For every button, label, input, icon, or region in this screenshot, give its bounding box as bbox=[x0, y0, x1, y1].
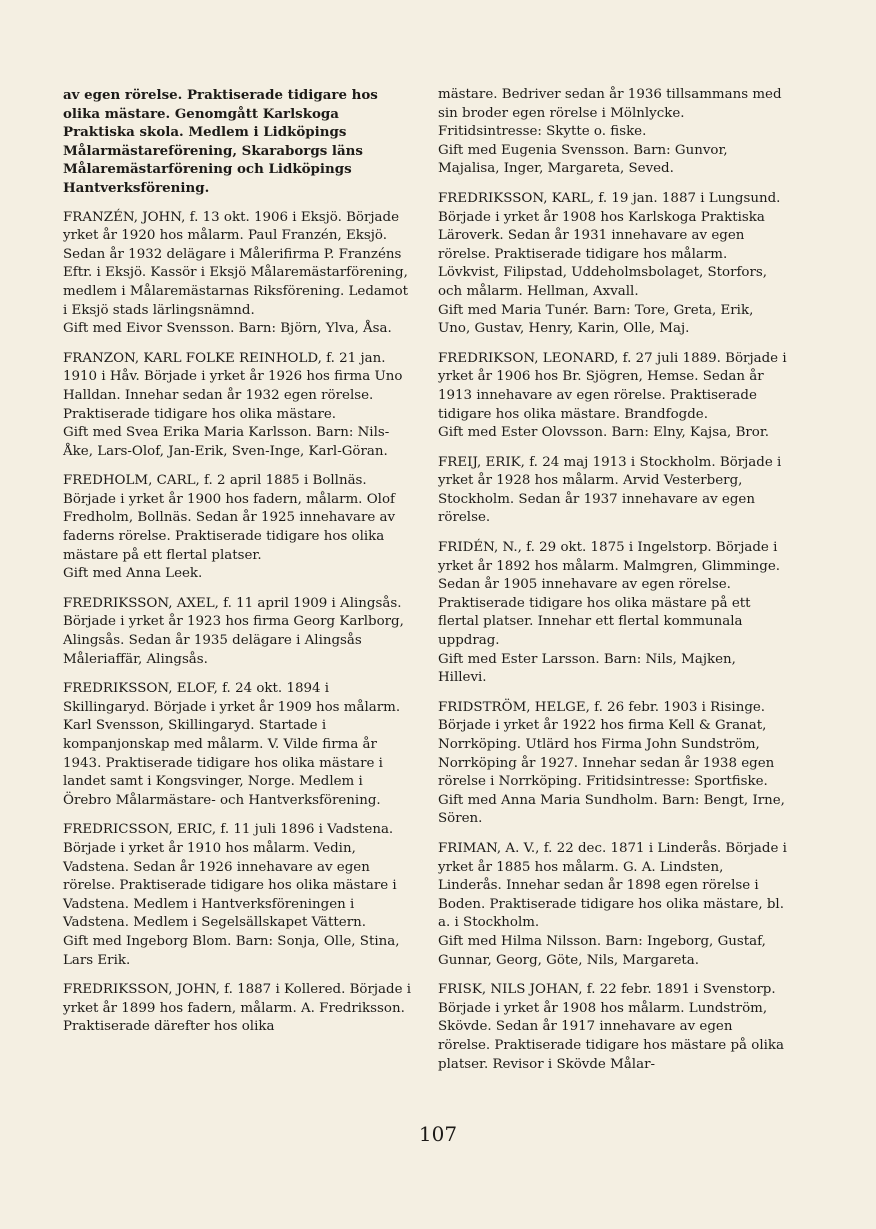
entry bbox=[438, 86, 788, 179]
entry-family: Gift med Ester Olovsson. Barn: Elny, Kajsa, Bror. bbox=[438, 425, 770, 441]
entry-text: FREDRICSSON, ERIC, f. 11 juli 1896 i Vadstena. Började i yrket år 1910 hos målarm. Vedin, Vadstena. Sedan år 1926 innehavare av egen rörelse. Praktiserade tidigare hos olika mästare i Vadstena. Medlem i Hantverksföreningen i Vadstena. Medlem i Segelsällskapet Vättern. bbox=[63, 822, 397, 931]
entry-family: Gift med Anna Leek. bbox=[63, 566, 203, 582]
entry-text: FRANZON, KARL FOLKE REINHOLD, f. 21 jan. 1910 i Håv. Började i yrket år 1926 hos firma Uno Halldan. Innehar sedan år 1932 egen rörelse. Praktiserade tidigare hos olika mästare. bbox=[63, 350, 403, 422]
entry bbox=[63, 821, 413, 970]
entry-family: Gift med Anna Maria Sundholm. Barn: Bengt, Irne, Sören. bbox=[438, 792, 785, 827]
entry-text: FREDRIKSSON, KARL, f. 19 jan. 1887 i Lungsund. Började i yrket år 1908 hos Karlskoga Praktiska Läroverk. Sedan år 1931 innehavare av egen rörelse. Praktiserade tidigare hos målarm. Lövkvist, Filipstad, Uddeholmsbolaget, Storfors, och målarm. Hellman, Axvall. bbox=[438, 190, 781, 299]
entry bbox=[63, 472, 413, 584]
entry-family: Gift med Eivor Svensson. Barn: Björn, Ylva, Åsa. bbox=[63, 321, 392, 337]
entry bbox=[63, 209, 413, 339]
entry-family: Gift med Ester Larsson. Barn: Nils, Majken, Hillevi. bbox=[438, 651, 736, 686]
entry-text: FREDRIKSSON, AXEL, f. 11 april 1909 i Alingsås. Började i yrket år 1923 hos firma Georg Karlborg, Alingsås. Sedan år 1935 delägare i Alingsås Måleriaffär, Alingsås. bbox=[63, 595, 404, 667]
entry bbox=[63, 595, 413, 669]
entry-text: FREDRIKSON, LEONARD, f. 27 juli 1889. Började i yrket år 1906 hos Br. Sjögren, Hemse. Sedan år 1913 innehavare av egen rörelse. Praktiserade tidigare hos olika mästare. Brandfogde. bbox=[438, 350, 787, 422]
entry-text: mästare. Bedriver sedan år 1936 tillsammans med sin broder egen rörelse i Mölnlycke. Fritidsintresse: Skytte o. fiske. bbox=[438, 87, 782, 140]
entry bbox=[438, 539, 788, 688]
entry bbox=[63, 350, 413, 462]
entry bbox=[438, 350, 788, 443]
entry-text: av egen rörelse. Praktiserade tidigare hos olika mästare. Genomgått Karlskoga Praktiska skola. Medlem i Lidköpings Målarmästareförening, Skaraborgs läns Målaremästarförening och Lidköpings Hantverksförening. bbox=[63, 87, 378, 196]
entry bbox=[438, 699, 788, 829]
entry-family: Gift med Hilma Nilsson. Barn: Ingeborg, Gustaf, Gunnar, Georg, Göte, Nils, Margareta. bbox=[438, 933, 766, 968]
entry-text: FRANZÉN, JOHN, f. 13 okt. 1906 i Eksjö. Började yrket år 1920 hos målarm. Paul Franzén, Eksjö. Sedan år 1932 delägare i Målerifirma P. Franzéns Eftr. i Eksjö. Kassör i Eksjö Målaremästarförening, medlem i Målaremästarnas Riksförening. Ledamot i Eksjö stads lärlingsnämnd. bbox=[63, 209, 409, 318]
entry bbox=[63, 981, 413, 1037]
entry-text: FREIJ, ERIK, f. 24 maj 1913 i Stockholm. Började i yrket år 1928 hos målarm. Arvid Vesterberg, Stockholm. Sedan år 1937 innehavare av egen rörelse. bbox=[438, 454, 782, 526]
entry-text: FRISK, NILS JOHAN, f. 22 febr. 1891 i Svenstorp. Började i yrket år 1908 hos målarm. Lundström, Skövde. Sedan år 1917 innehavare av egen rörelse. Praktiserade tidigare hos mästare på olika platser. Revisor i Skövde Målar- bbox=[438, 982, 784, 1072]
entry bbox=[438, 840, 788, 970]
entry-text: FRIDSTRÖM, HELGE, f. 26 febr. 1903 i Risinge. Började i yrket år 1922 hos firma Kell & Granat, Norrköping. Utlärd hos Firma John Sundström, Norrköping år 1927. Innehar sedan år 1938 egen rörelse i Norrköping. Fritidsintresse: Sportfiske. bbox=[438, 699, 775, 790]
entry-family: Gift med Eugenia Svensson. Barn: Gunvor, Majalisa, Inger, Margareta, Seved. bbox=[438, 142, 728, 177]
entry-family: Gift med Ingeborg Blom. Barn: Sonja, Olle, Stina, Lars Erik. bbox=[63, 933, 400, 968]
left-column bbox=[63, 86, 413, 1048]
entry-text: FREDRIKSSON, JOHN, f. 1887 i Kollered. Började i yrket år 1899 hos fadern, målarm. A. Fredriksson. Praktiserade därefter hos olika bbox=[63, 982, 412, 1035]
entry bbox=[63, 680, 413, 810]
entry bbox=[63, 86, 413, 198]
right-column bbox=[438, 86, 788, 1085]
entry bbox=[438, 190, 788, 339]
entry-text: FRIDÉN, N., f. 29 okt. 1875 i Ingelstorp. Började i yrket år 1892 hos målarm. Malmgren, Glimminge. Sedan år 1905 innehavare av egen rörelse. Praktiserade tidigare hos olika mästare på ett flertal platser. Innehar ett flertal kommunala uppdrag. bbox=[438, 540, 781, 649]
entry bbox=[438, 981, 788, 1074]
entry-family: Gift med Maria Tunér. Barn: Tore, Greta, Erik, Uno, Gustav, Henry, Karin, Olle, Maj. bbox=[438, 302, 754, 337]
entry bbox=[438, 454, 788, 528]
entry-text: FREDRIKSSON, ELOF, f. 24 okt. 1894 i Skillingaryd. Började i yrket år 1909 hos målarm. Karl Svensson, Skillingaryd. Startade i kompanjonskap med målarm. V. Vilde firma år 1943. Praktiserade tidigare hos olika mästare i landet samt i Kongsvinger, Norge. Medlem i Örebro Målarmästare- och Hantverksförening. bbox=[63, 681, 401, 808]
entry-family: Gift med Svea Erika Maria Karlsson. Barn: Nils-Åke, Lars-Olof, Jan-Erik, Sven-Inge, Karl-Göran. bbox=[63, 425, 390, 459]
entry-text: FREDHOLM, CARL, f. 2 april 1885 i Bollnäs. Började i yrket år 1900 hos fadern, målarm. Olof Fredholm, Bollnäs. Sedan år 1925 innehavare av faderns rörelse. Praktiserade tidigare hos olika mästare på ett flertal platser. bbox=[63, 473, 396, 563]
entry-text: FRIMAN, A. V., f. 22 dec. 1871 i Linderås. Började i yrket år 1885 hos målarm. G. A. Lindsten, Linderås. Innehar sedan år 1898 egen rörelse i Boden. Praktiserade tidigare hos olika mästare, bl. a. i Stockholm. bbox=[438, 840, 787, 931]
page-number: 107 bbox=[418, 1122, 458, 1146]
